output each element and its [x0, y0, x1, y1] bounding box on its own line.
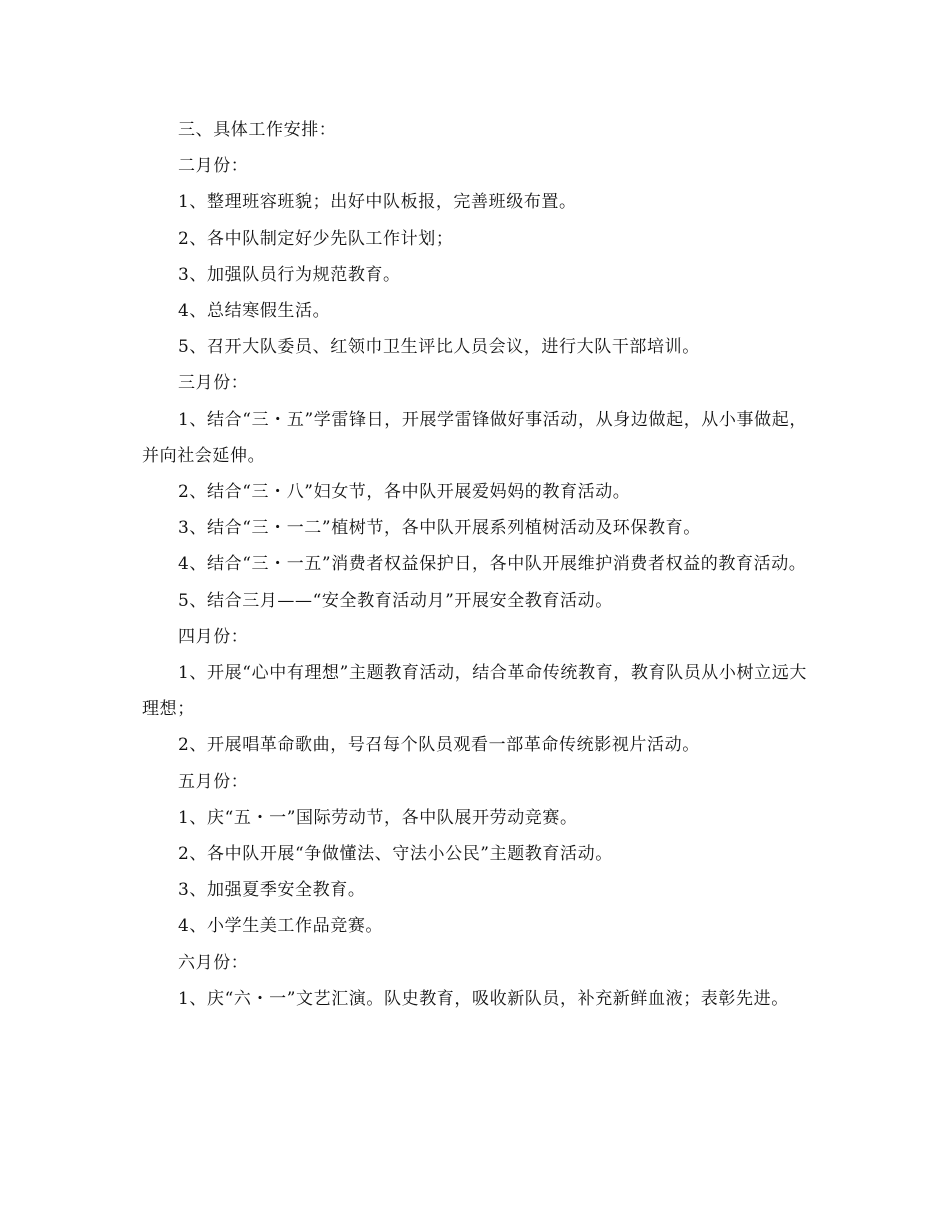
month-heading-jun: 六月份： [178, 952, 249, 973]
month-heading-feb: 二月份： [178, 156, 249, 177]
list-item: 2、各中队开展“争做懂法、守法小公民”主题教育活动。 [178, 844, 613, 865]
list-item: 3、加强夏季安全教育。 [178, 880, 366, 901]
list-item: 2、各中队制定好少先队工作计划； [178, 228, 454, 249]
document-body [142, 112, 807, 1017]
list-item: 5、召开大队委员、红领巾卫生评比人员会议，进行大队干部培训。 [178, 337, 700, 358]
list-item: 3、加强队员行为规范教育。 [178, 264, 401, 285]
section-heading: 三、具体工作安排： [178, 120, 337, 140]
list-item: 4、总结寒假生活。 [178, 301, 331, 322]
month-heading-may: 五月份： [178, 771, 249, 792]
list-item: 1、整理班容班貌；出好中队板报，完善班级布置。 [178, 192, 577, 213]
list-item: 5、结合三月——“安全教育活动月”开展安全教育活动。 [178, 590, 613, 611]
list-item: 4、结合“三・一五”消费者权益保护日，各中队开展维护消费者权益的教育活动。 [178, 554, 807, 575]
list-item: 2、结合“三・八”妇女节，各中队开展爱妈妈的教育活动。 [178, 482, 631, 503]
list-item: 3、结合“三・一二”植树节，各中队开展系列植树活动及环保教育。 [178, 518, 701, 539]
list-item: 4、小学生美工作品竞赛。 [178, 916, 384, 937]
month-heading-apr: 四月份： [178, 626, 249, 647]
list-item: 2、开展唱革命歌曲，号召每个队员观看一部革命传统影视片活动。 [178, 735, 700, 756]
month-heading-mar: 三月份： [178, 373, 249, 394]
list-item: 1、结合“三・五”学雷锋日，开展学雷锋做好事活动，从身边做起，从小事做起，并向社会延伸。 [142, 409, 807, 466]
list-item: 1、庆“六・一”文艺汇演。队史教育，吸收新队员，补充新鲜血液；表彰先进。 [178, 988, 789, 1009]
list-item: 1、庆“五・一”国际劳动节，各中队展开劳动竞赛。 [178, 807, 578, 828]
list-item: 1、开展“心中有理想”主题教育活动，结合革命传统教育，教育队员从小树立远大理想； [142, 663, 807, 720]
